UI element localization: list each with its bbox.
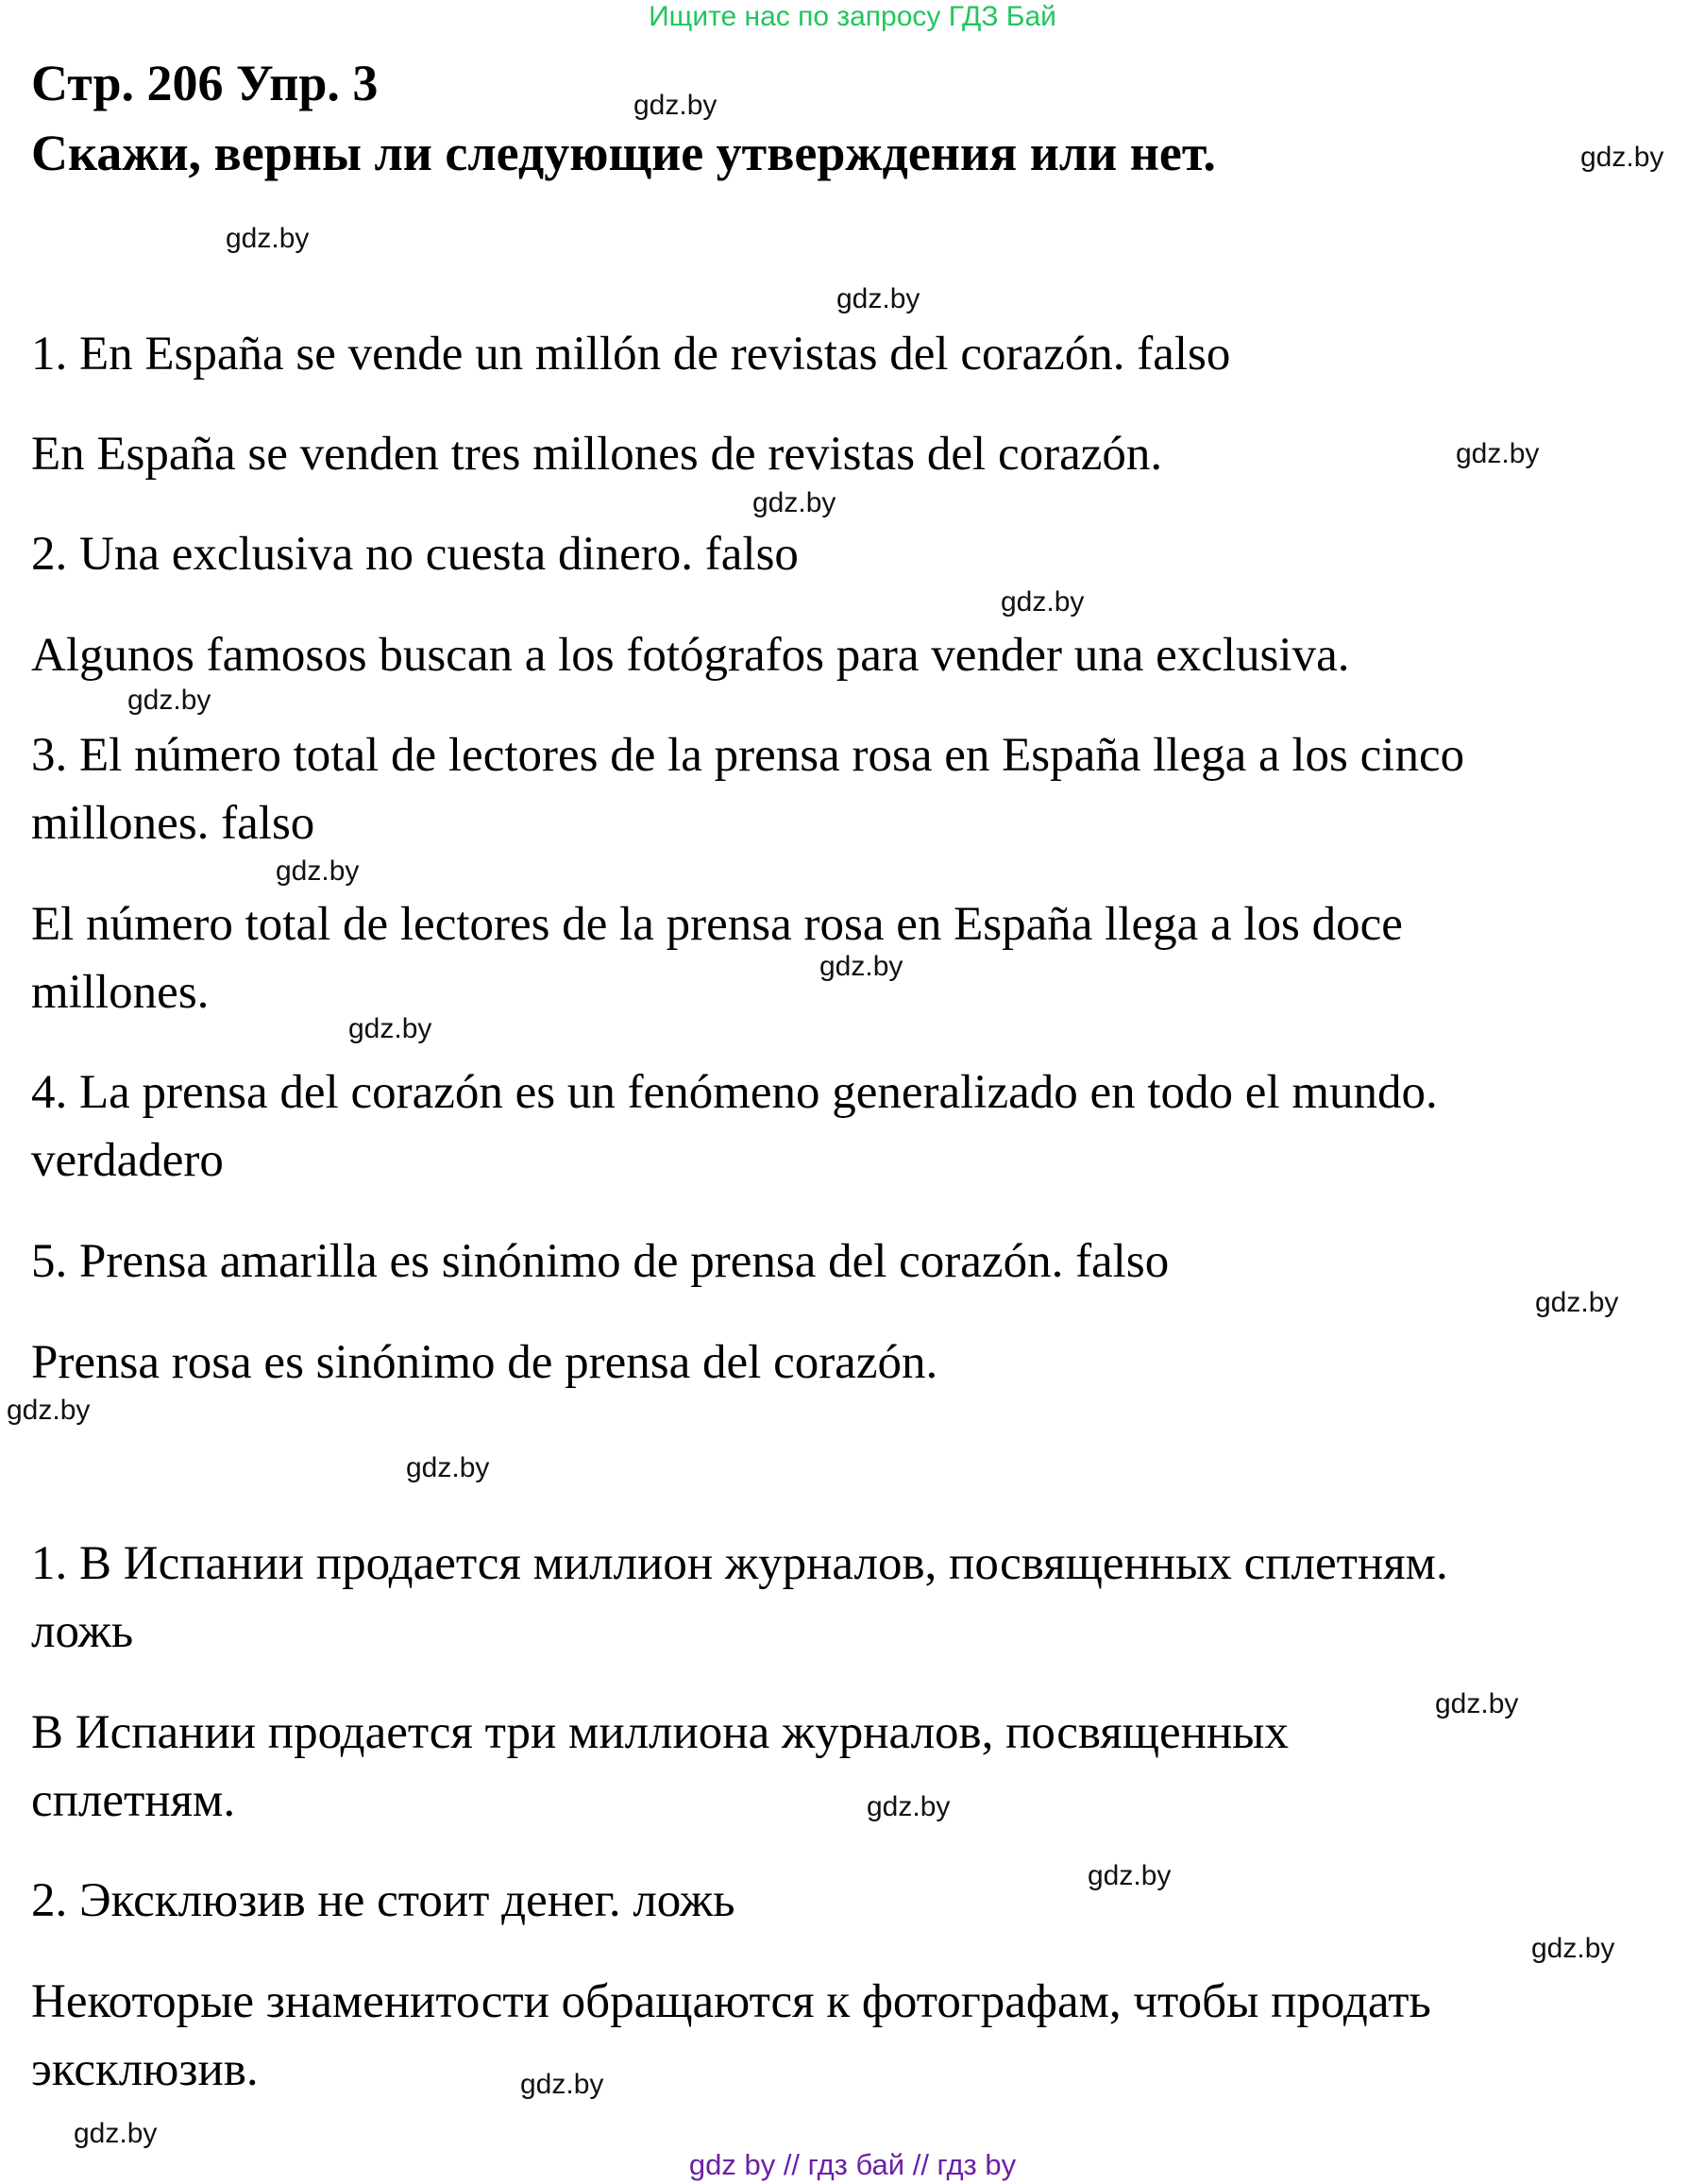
task-instruction: Скажи, верны ли следующие утверждения или нет. [31,125,1216,181]
watermark: gdz.by [867,1791,951,1822]
watermark: gdz.by [819,951,903,982]
text-line-17: 2. Эксклюзив не стоит денег. ложь [31,1874,735,1927]
text-line-3: 2. Una exclusiva no cuesta dinero. falso [31,528,799,581]
text-line-10: verdadero [31,1134,224,1187]
watermark: gdz.by [1535,1287,1619,1318]
watermark: gdz.by [520,2069,604,2100]
text-line-11: 5. Prensa amarilla es sinónimo de prensa del corazón. falso [31,1235,1170,1288]
text-line-1: 1. En España se vende un millón de revistas del corazón. falso [31,328,1231,381]
text-line-19: эксклюзив. [31,2043,259,2096]
watermark: gdz.by [406,1452,490,1483]
text-line-6: millones. falso [31,797,315,850]
text-line-15: В Испании продается три миллиона журналов, посвященных [31,1706,1289,1759]
watermark: gdz.by [633,90,717,121]
text-line-8: millones. [31,966,210,1019]
text-line-14: ложь [31,1605,134,1658]
watermark: gdz.by [752,487,836,518]
watermark: gdz.by [1531,1933,1615,1964]
page-title: Стр. 206 Упр. 3 [31,55,379,111]
text-line-18: Некоторые знаменитости обращаются к фотографам, чтобы продать [31,1975,1431,2028]
text-line-16: сплетням. [31,1774,236,1827]
watermark: gdz.by [836,283,920,314]
text-line-7: El número total de lectores de la prensa rosa en España llega a los doce [31,898,1403,951]
watermark: gdz.by [1088,1860,1172,1891]
top-banner: Ищите нас по запросу ГДЗ Бай [649,1,1056,32]
text-line-4: Algunos famosos buscan a los fotógrafos para vender una exclusiva. [31,629,1350,682]
watermark: gdz.by [348,1013,432,1044]
watermark: gdz.by [226,223,310,254]
text-line-5: 3. El número total de lectores de la prensa rosa en España llega a los cinco [31,729,1465,782]
watermark: gdz.by [7,1395,91,1426]
watermark: gdz.by [127,685,211,716]
watermark: gdz.by [276,855,360,887]
watermark: gdz.by [1435,1688,1519,1719]
text-line-2: En España se venden tres millones de revistas del corazón. [31,428,1163,481]
watermark: gdz.by [1580,142,1664,173]
text-line-13: 1. В Испании продается миллион журналов, посвященных сплетням. [31,1537,1448,1590]
text-line-12: Prensa rosa es sinónimo de prensa del corazón. [31,1336,938,1389]
footer-links: gdz by // гдз бай // гдз by [688,2148,1017,2181]
watermark: gdz.by [1456,438,1540,469]
watermark: gdz.by [74,2118,158,2149]
watermark: gdz.by [1001,586,1085,618]
text-line-9: 4. La prensa del corazón es un fenómeno generalizado en todo el mundo. [31,1066,1438,1119]
